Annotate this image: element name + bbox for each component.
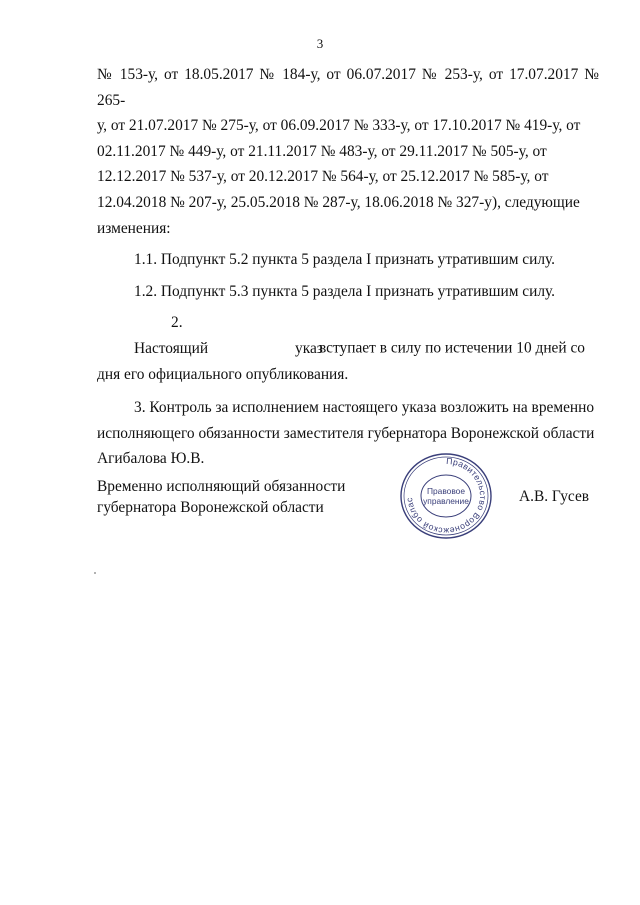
body-line: у, от 21.07.2017 № 275-у, от 06.09.2017 № 333-у, от 17.10.2017 № 419-у, от [97,117,581,135]
signer-name: А.В. Гусев [519,488,590,505]
stamp-graphic [396,450,496,542]
item-3-line: исполняющего обязанности заместителя губернатора Воронежской области [97,424,595,442]
item-2-word: 2. Настоящий [134,314,209,357]
body-line: 12.04.2018 № 207-у, 25.05.2018 № 287-у, 18.06.2018 № 327-у), следующие [97,193,580,211]
body-line: 02.11.2017 № 449-у, от 21.11.2017 № 483-у, от 29.11.2017 № 505-у, от [97,142,547,160]
scan-speck [94,572,96,574]
stamp-center-text: управление [423,496,469,506]
page-number: 3 [316,36,324,51]
item-3-line: Агибалова Ю.В. [97,450,205,468]
stamp-center-text: Правовое [426,486,466,496]
item-2-line-2: дня его официального опубликования. [97,365,349,383]
item-2-text: вступает в силу по истечении 10 дней со [319,339,585,357]
body-line: 12.12.2017 № 537-у, от 20.12.2017 № 564-у, от 25.12.2017 № 585-у, от [97,168,549,186]
body-line: № 153-у, от 18.05.2017 № 184-у, от 06.07.2017 № 253-у, от 17.07.2017 № 265- [97,66,599,109]
item-3: 3. Контроль за исполнением настоящего указа возложить на временно [134,399,595,417]
body-line: изменения: [97,219,171,237]
item-2-word: указ [295,339,323,357]
signature-position [97,476,345,518]
official-stamp [396,450,496,542]
signature-position-line: губернатора Воронежской области [97,499,324,516]
document-body [97,62,599,472]
signature-position-line: Временно исполняющий обязанности [97,478,346,495]
item-2 [97,310,599,361]
item-1-2: 1.2. Подпункт 5.3 пункта 5 раздела I признать утратившим силу. [134,282,556,300]
item-1-1: 1.1. Подпункт 5.2 пункта 5 раздела I признать утратившим силу. [134,251,556,269]
stamp-ring-text: Правительство Воронежской облас [403,455,489,537]
